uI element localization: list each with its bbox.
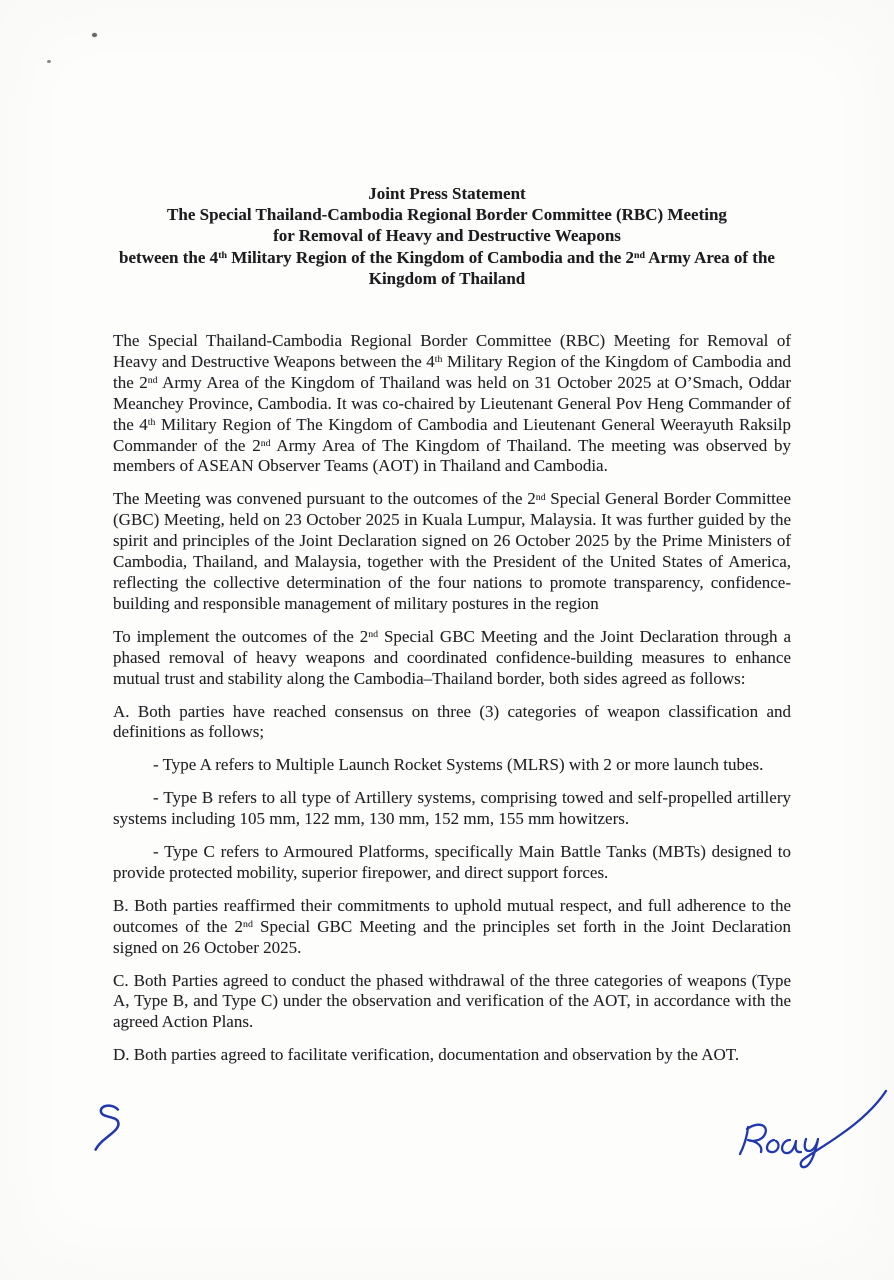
clause-type-a: - Type A refers to Multiple Launch Rocket Systems (MLRS) with 2 or more launch tubes. bbox=[153, 755, 764, 775]
clause-a: A. Both parties have reached consensus on three (3) categories of weapon classification and definitions as follows; bbox=[113, 701, 791, 742]
scan-artifact-dot bbox=[92, 33, 97, 37]
title-line-2: The Special Thailand-Cambodia Regional Border Committee (RBC) Meeting bbox=[167, 205, 727, 225]
document-title bbox=[80, 183, 814, 289]
handwritten-signature-right bbox=[728, 1083, 890, 1178]
title-line-1: Joint Press Statement bbox=[368, 184, 526, 203]
paragraph-intro: The Special Thailand-Cambodia Regional Border Committee (RBC) Meeting for Removal of Heavy and Destructive Weapons between the 4th Military Region of the Kingdom of Cambodia and the 2nd Army Area of the Kingdom of Thailand was held on 31 October 2025 at O’Smach, Oddar Meanchey Province, Cambodia. It was co-chaired by Lieutenant General Pov Heng Commander of the 4th Military Region of The Kingdom of Cambodia and Lieutenant General Weerayuth Raksilp Commander of the 2nd Army Area of The Kingdom of Thailand. The meeting was observed by members of ASEAN Observer Teams (AOT) in Thailand and Cambodia. bbox=[113, 331, 791, 476]
title-line-4: between the 4th Military Region of the Kingdom of Cambodia and the 2nd Army Area of the bbox=[119, 247, 775, 267]
title-line-3: for Removal of Heavy and Destructive Weapons bbox=[273, 226, 621, 246]
document-body bbox=[113, 331, 791, 1078]
clause-type-c: - Type C refers to Armoured Platforms, specifically Main Battle Tanks (MBTs) designed to provide protected mobility, superior firepower, and direct support forces. bbox=[113, 842, 791, 882]
paragraph-convened: The Meeting was convened pursuant to the outcomes of the 2nd Special General Border Committee (GBC) Meeting, held on 23 October 2025 in Kuala Lumpur, Malaysia. It was further guided by the spirit and principles of the Joint Declaration signed on 26 October 2025 by the Prime Ministers of Cambodia, Thailand, and Malaysia, together with the President of the United States of America, reflecting the collective determination of the four nations to promote transparency, confidence-building and responsible management of military postures in the region bbox=[113, 489, 791, 613]
clause-b: B. Both parties reaffirmed their commitments to uphold mutual respect, and full adherence to the outcomes of the 2nd Special GBC Meeting and the principles set forth in the Joint Declaration signed on 26 October 2025. bbox=[113, 895, 791, 957]
clause-c: C. Both Parties agreed to conduct the phased withdrawal of the three categories of weapons (Type A, Type B, and Type C) under the observation and verification of the AOT, in accordance with the agreed Action Plans. bbox=[113, 970, 791, 1032]
scan-artifact-dot bbox=[47, 60, 51, 63]
paragraph-implement: To implement the outcomes of the 2nd Special GBC Meeting and the Joint Declaration through a phased removal of heavy weapons and coordinated confidence-building measures to enhance mutual trust and stability along the Cambodia–Thailand border, both sides agreed as follows: bbox=[113, 626, 791, 688]
handwritten-initial-left bbox=[88, 1100, 136, 1158]
title-line-5: Kingdom of Thailand bbox=[368, 268, 526, 288]
clause-d: D. Both parties agreed to facilitate verification, documentation and observation by the AOT. bbox=[113, 1045, 740, 1065]
clause-type-b: - Type B refers to all type of Artillery systems, comprising towed and self-propelled artillery systems including 105 mm, 122 mm, 130 mm, 152 mm, 155 mm howitzers. bbox=[113, 788, 791, 829]
